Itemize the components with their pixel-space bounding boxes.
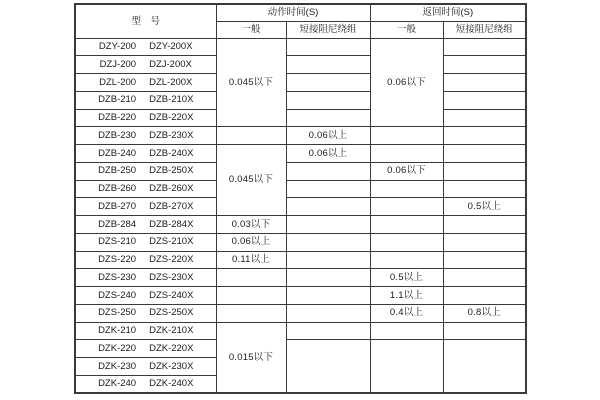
action-general-cell: 0.03以下 <box>216 216 286 234</box>
model-name: DZB-210 <box>98 94 137 106</box>
action-damping-cell <box>286 251 370 269</box>
model-name-x: DZK-220X <box>149 342 194 354</box>
model-name: DZB-250 <box>98 165 137 177</box>
model-name-x: DZB-270X <box>149 200 194 212</box>
header-row-1 <box>75 4 526 21</box>
return-damping-cell <box>443 287 526 305</box>
header-return-damping: 短接阻尼绕组 <box>443 21 526 38</box>
header-return-time: 返回时间(S) <box>370 4 526 21</box>
table-row <box>75 38 526 56</box>
return-damping-cell: 0.8以上 <box>443 304 526 322</box>
table-row <box>75 287 526 305</box>
model-cell <box>75 287 216 305</box>
action-general-cell: 0.11以上 <box>216 251 286 269</box>
return-damping-cell <box>443 145 526 163</box>
model-cell <box>75 340 216 358</box>
return-damping-cell <box>443 109 526 127</box>
return-damping-cell <box>443 251 526 269</box>
return-general-cell: 0.06以下 <box>370 38 443 127</box>
return-general-cell: 0.06以下 <box>370 162 443 180</box>
table-row <box>75 251 526 269</box>
action-damping-cell <box>286 56 370 74</box>
return-damping-cell <box>443 180 526 198</box>
action-damping-cell <box>286 74 370 92</box>
model-cell <box>75 269 216 287</box>
return-general-cell <box>370 233 443 251</box>
model-name: DZL-200 <box>99 76 137 88</box>
model-cell <box>75 216 216 234</box>
header-action-time: 动作时间(S) <box>216 4 370 21</box>
return-damping-cell <box>443 216 526 234</box>
model-cell <box>75 56 216 74</box>
action-damping-cell <box>286 180 370 198</box>
header-return-general: 一般 <box>370 21 443 38</box>
model-cell <box>75 162 216 180</box>
action-damping-cell <box>286 269 370 287</box>
action-damping-cell: 0.06以上 <box>286 127 370 145</box>
model-cell <box>75 38 216 56</box>
return-damping-cell <box>443 322 526 340</box>
return-damping-cell: 0.5以上 <box>443 198 526 216</box>
model-name-x: DZS-230X <box>149 271 194 283</box>
model-name-x: DZK-230X <box>149 360 194 372</box>
return-general-cell: 0.5以上 <box>370 269 443 287</box>
model-name-x: DZS-220X <box>149 254 194 266</box>
action-damping-cell <box>286 198 370 216</box>
action-damping-cell <box>286 340 370 393</box>
return-damping-cell <box>443 56 526 74</box>
model-name-x: DZK-240X <box>149 378 194 390</box>
action-damping-cell <box>286 91 370 109</box>
table-row <box>75 340 526 358</box>
action-damping-cell <box>286 216 370 234</box>
model-name: DZB-270 <box>98 200 137 212</box>
model-name: DZK-220 <box>98 342 137 354</box>
return-general-cell <box>370 251 443 269</box>
action-damping-cell <box>286 162 370 180</box>
table-row <box>75 145 526 163</box>
return-damping-cell <box>443 127 526 145</box>
table-row <box>75 74 526 92</box>
action-general-cell <box>216 287 286 305</box>
return-damping-cell <box>443 38 526 56</box>
table-row <box>75 216 526 234</box>
action-general-cell: 0.045以下 <box>216 38 286 127</box>
model-name-x: DZB-250X <box>149 165 194 177</box>
action-general-cell: 0.015以下 <box>216 322 286 393</box>
action-general-cell: 0.06以上 <box>216 233 286 251</box>
model-name: DZK-230 <box>98 360 137 372</box>
return-general-cell <box>370 322 443 340</box>
model-cell <box>75 251 216 269</box>
header-action-damping: 短接阻尼绕组 <box>286 21 370 38</box>
action-damping-cell <box>286 38 370 56</box>
model-name-x: DZS-240X <box>149 289 194 301</box>
return-general-cell <box>370 198 443 216</box>
return-damping-cell <box>443 162 526 180</box>
model-cell <box>75 180 216 198</box>
model-cell <box>75 145 216 163</box>
table-row <box>75 109 526 127</box>
return-general-cell: 0.4以上 <box>370 304 443 322</box>
model-name-x: DZB-220X <box>149 112 194 124</box>
model-cell <box>75 109 216 127</box>
relay-timing-table <box>74 3 527 394</box>
return-damping-cell <box>443 340 526 393</box>
model-name: DZS-250 <box>98 307 137 319</box>
return-general-cell <box>370 340 443 393</box>
table-row <box>75 127 526 145</box>
action-damping-cell <box>286 322 370 340</box>
model-name-x: DZB-260X <box>149 183 194 195</box>
return-general-cell <box>370 127 443 145</box>
model-name: DZJ-200 <box>99 58 137 70</box>
return-general-cell <box>370 180 443 198</box>
model-cell <box>75 91 216 109</box>
return-damping-cell <box>443 269 526 287</box>
action-general-cell <box>216 269 286 287</box>
model-name-x: DZB-240X <box>149 147 194 159</box>
model-name: DZB-240 <box>98 147 137 159</box>
action-damping-cell <box>286 287 370 305</box>
model-cell <box>75 358 216 376</box>
return-general-cell <box>370 145 443 163</box>
model-name-x: DZB-284X <box>149 218 194 230</box>
action-damping-cell <box>286 233 370 251</box>
model-name: DZK-210 <box>98 325 137 337</box>
table-row <box>75 322 526 340</box>
model-cell <box>75 304 216 322</box>
model-name: DZB-230 <box>98 129 137 141</box>
table-row <box>75 233 526 251</box>
model-name-x: DZK-210X <box>149 325 194 337</box>
model-name: DZY-200 <box>98 41 137 53</box>
header-model: 型 号 <box>75 4 216 38</box>
model-name: DZB-220 <box>98 112 137 124</box>
table-row <box>75 56 526 74</box>
model-name-x: DZB-230X <box>149 129 194 141</box>
model-name-x: DZJ-200X <box>149 58 192 70</box>
return-damping-cell <box>443 233 526 251</box>
model-cell <box>75 74 216 92</box>
action-general-cell <box>216 127 286 145</box>
table-row <box>75 269 526 287</box>
model-cell <box>75 198 216 216</box>
return-damping-cell <box>443 74 526 92</box>
header-action-general: 一般 <box>216 21 286 38</box>
return-general-cell <box>370 216 443 234</box>
model-cell <box>75 233 216 251</box>
model-name-x: DZS-210X <box>149 236 194 248</box>
model-name: DZB-260 <box>98 183 137 195</box>
action-general-cell: 0.045以下 <box>216 145 286 216</box>
model-name: DZS-210 <box>98 236 137 248</box>
action-damping-cell: 0.06以上 <box>286 145 370 163</box>
model-cell <box>75 127 216 145</box>
model-cell <box>75 322 216 340</box>
table-row <box>75 180 526 198</box>
model-name: DZS-230 <box>98 271 137 283</box>
model-name: DZK-240 <box>98 378 137 390</box>
model-name: DZS-220 <box>98 254 137 266</box>
model-name-x: DZS-250X <box>149 307 194 319</box>
model-name: DZS-240 <box>98 289 137 301</box>
model-name: DZB-284 <box>98 218 137 230</box>
model-name-x: DZL-200X <box>149 76 193 88</box>
return-damping-cell <box>443 91 526 109</box>
return-general-cell: 1.1以上 <box>370 287 443 305</box>
model-name-x: DZY-200X <box>149 41 193 53</box>
table-row <box>75 162 526 180</box>
table-row <box>75 304 526 322</box>
table-row <box>75 198 526 216</box>
action-general-cell <box>216 304 286 322</box>
action-damping-cell <box>286 109 370 127</box>
model-name-x: DZB-210X <box>149 94 194 106</box>
table-row <box>75 91 526 109</box>
action-damping-cell <box>286 304 370 322</box>
model-cell <box>75 375 216 393</box>
